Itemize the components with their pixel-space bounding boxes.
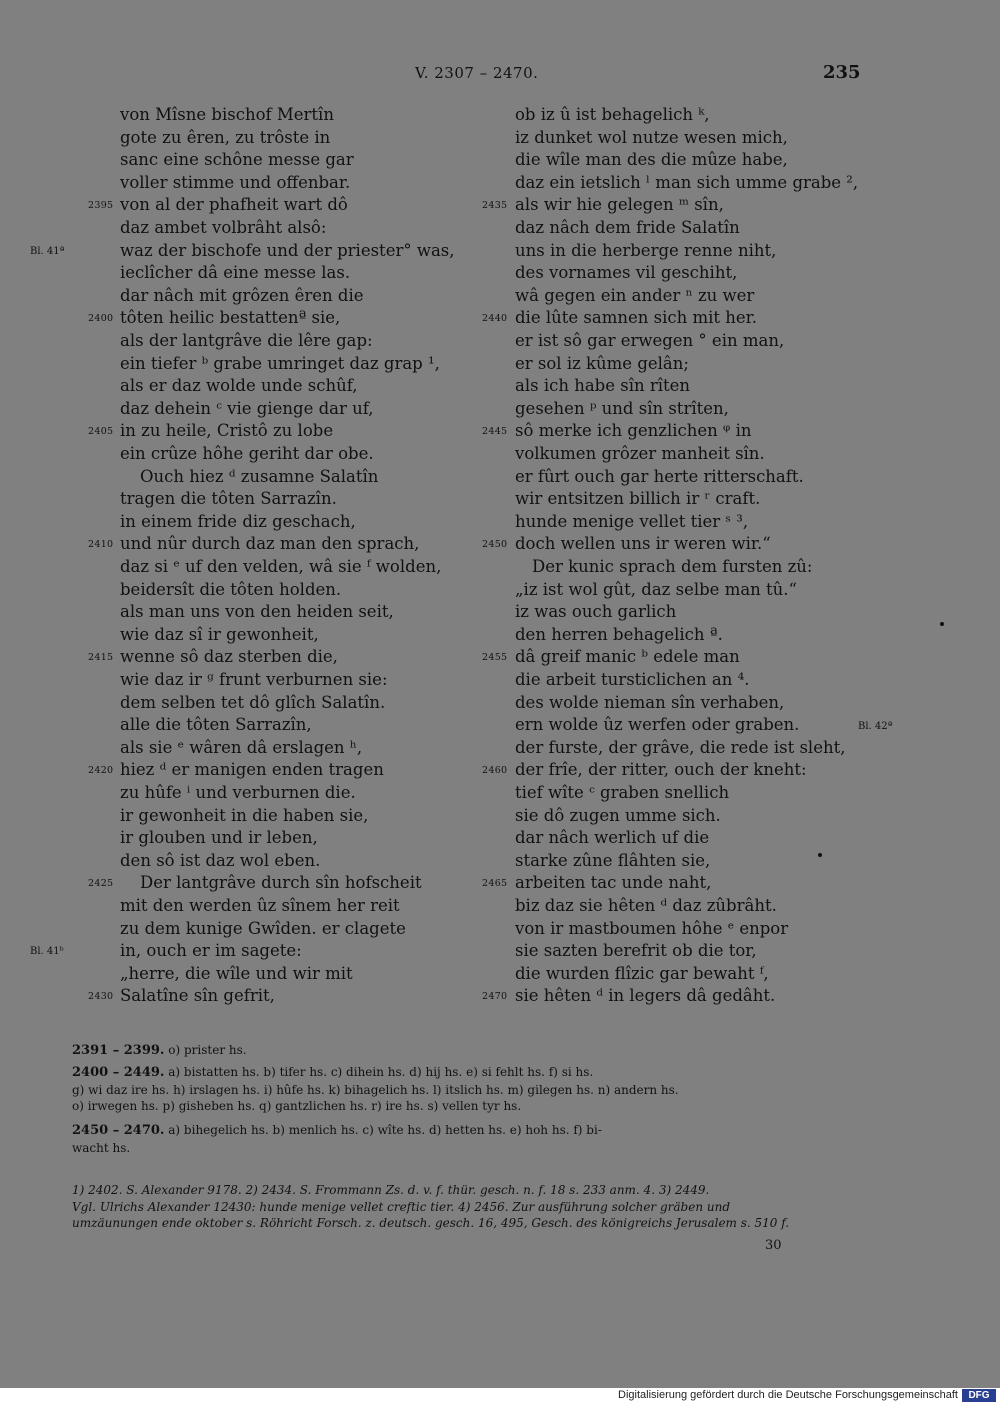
- verse-text: ieclîcher dâ eine messe las.: [120, 263, 351, 283]
- verse-line: [470, 149, 1000, 172]
- verse-text: als wir hie gelegen ᵐ sîn,: [515, 195, 724, 215]
- verse-text: dar nâch werlich uf die: [515, 828, 710, 848]
- verse-text: uns in die herberge renne niht,: [515, 240, 777, 260]
- verse-text: dâ greif manic ᵇ edele man: [515, 647, 740, 667]
- verse-text: ein tiefer ᵇ grabe umringet daz grap ¹,: [120, 353, 440, 373]
- footnotes: [72, 1182, 852, 1232]
- verse-text: Der lantgrâve durch sîn hofscheit: [140, 873, 422, 893]
- verse-text: sie sazten berefrit ob die tor,: [515, 941, 757, 961]
- verse-text: iz was ouch garlich: [515, 602, 677, 622]
- verse-line: [470, 646, 1000, 669]
- apparatus-head: 2450 – 2470.: [72, 1123, 165, 1138]
- line-number: 2435: [482, 200, 508, 212]
- verse-line: [470, 556, 1000, 579]
- verse-line: [470, 805, 1000, 828]
- verse-line: [470, 466, 1000, 489]
- verse-text: tragen die tôten Sarrazîn.: [120, 489, 337, 509]
- verse-line: [0, 240, 470, 263]
- verse-text: als ich habe sîn rîten: [515, 376, 691, 396]
- verse-text: als sie ᵉ wâren dâ erslagen ʰ,: [120, 737, 363, 757]
- verse-line: [0, 285, 470, 308]
- verse-line: [0, 601, 470, 624]
- verse-text: der frîe, der ritter, ouch der kneht:: [515, 760, 807, 780]
- verse-line: [0, 985, 470, 1008]
- verse-text: die lûte samnen sich mit her.: [515, 308, 757, 328]
- credit-bar: [0, 1388, 1000, 1405]
- line-number: 2450: [482, 539, 508, 551]
- page-number: 235: [823, 62, 861, 83]
- verse-line: [470, 307, 1000, 330]
- verse-line: [470, 443, 1000, 466]
- verse-line: [0, 805, 470, 828]
- line-number: 2455: [482, 652, 508, 664]
- line-number: 2425: [88, 878, 114, 890]
- verse-line: [0, 398, 470, 421]
- verse-line: [0, 533, 470, 556]
- verse-line: [0, 963, 470, 986]
- apparatus-text: o) prister hs.: [168, 1043, 247, 1057]
- footnote-line: umzäunungen ende oktober s. Röhricht Forsch. z. deutsch. gesch. 16, 495, Gesch. des königreichs Jerusalem s. 510 f.: [72, 1216, 790, 1230]
- verse-text: die wurden flîzic gar bewaht ᶠ,: [515, 963, 769, 983]
- signature-mark: 30: [765, 1238, 782, 1253]
- verse-line: [0, 782, 470, 805]
- verse-line: [0, 940, 470, 963]
- verse-line: [0, 330, 470, 353]
- verse-text: iz dunket wol nutze wesen mich,: [515, 127, 788, 147]
- verse-text: in zu heile, Cristô zu lobe: [120, 421, 334, 441]
- verse-text: daz nâch dem fride Salatîn: [515, 218, 740, 237]
- verse-line: [0, 127, 470, 150]
- verse-text: doch wellen uns ir weren wir.“: [515, 534, 771, 554]
- verse-text: zu dem kunige Gwîden. er clagete: [120, 918, 406, 938]
- verse-text: von al der phafheit wart dô: [120, 195, 348, 215]
- verse-line: [470, 172, 1000, 195]
- verse-text: wir entsitzen billich ir ʳ craft.: [515, 489, 761, 509]
- verse-line: [470, 872, 1000, 895]
- line-number: 2395: [88, 200, 114, 212]
- verse-line: [470, 104, 1000, 127]
- verse-text: wenne sô daz sterben die,: [120, 647, 338, 667]
- verse-line: [0, 375, 470, 398]
- verse-text: voller stimme und offenbar.: [120, 172, 351, 192]
- verse-line: [0, 872, 470, 895]
- verse-text: den herren behagelich ª.: [515, 624, 723, 644]
- verse-text: dar nâch mit grôzen êren die: [120, 285, 364, 305]
- footnote-line: 1) 2402. S. Alexander 9178. 2) 2434. S. Frommann Zs. d. v. f. thür. gesch. n. f. 18 s. 233 anm. 4. 3) 2449.: [72, 1183, 710, 1197]
- verse-line: [0, 692, 470, 715]
- verse-text: daz dehein ᶜ vie gienge dar uf,: [120, 398, 374, 418]
- verse-line: [0, 194, 470, 217]
- verse-text: sanc eine schône messe gar: [120, 150, 354, 170]
- verse-line: [0, 443, 470, 466]
- verse-line: [470, 601, 1000, 624]
- verse-text: hiez ᵈ er manigen enden tragen: [120, 760, 384, 780]
- running-title: V. 2307 – 2470.: [415, 64, 539, 82]
- line-number: 2400: [88, 313, 114, 325]
- verse-line: [470, 714, 1000, 737]
- verse-text: er ist sô gar erwegen ° ein man,: [515, 331, 785, 350]
- verse-text: starke zûne flâhten sie,: [515, 850, 711, 870]
- verse-text: ir glouben und ir leben,: [120, 828, 318, 848]
- folio-note-41a: Bl. 41ª: [30, 246, 65, 257]
- verse-line: [0, 466, 470, 489]
- critical-apparatus-3: [72, 1122, 852, 1156]
- verse-line: [0, 353, 470, 376]
- verse-text: waz der bischofe und der priester° was,: [120, 240, 455, 260]
- apparatus-text: g) wi daz ire hs. h) irslagen hs. i) hûfe hs. k) bihagelich hs. l) itslich hs. m) gilegen hs. n) andern hs.: [72, 1082, 679, 1097]
- verse-line: [470, 850, 1000, 873]
- line-number: 2445: [482, 426, 508, 438]
- verse-text: daz si ᵉ uf den velden, wâ sie ᶠ wolden,: [120, 557, 442, 576]
- verse-line: [0, 262, 470, 285]
- verse-text: ob iz û ist behagelich ᵏ,: [515, 105, 710, 124]
- verse-line: [0, 918, 470, 941]
- verse-line: [470, 895, 1000, 918]
- verse-text: alle die tôten Sarrazîn,: [120, 715, 312, 735]
- verse-text: in, ouch er im sagete:: [120, 941, 302, 961]
- verse-line: [470, 262, 1000, 285]
- line-number: 2460: [482, 765, 508, 777]
- verse-text: „herre, die wîle und wir mit: [120, 963, 353, 983]
- verse-line: [0, 149, 470, 172]
- verse-line: [0, 737, 470, 760]
- verse-line: [470, 533, 1000, 556]
- verse-line: [0, 511, 470, 534]
- line-number: 2420: [88, 765, 114, 777]
- verse-text: hunde menige vellet tier ˢ ³,: [515, 511, 749, 531]
- critical-apparatus-1: [72, 1042, 852, 1060]
- verse-line: [0, 895, 470, 918]
- apparatus-text: o) irwegen hs. p) gisheben hs. q) gantzlichen hs. r) ire hs. s) vellen tyr hs.: [72, 1099, 522, 1113]
- verse-line: [0, 579, 470, 602]
- verse-text: tôten heilic bestattenª sie,: [120, 308, 341, 328]
- apparatus-head: 2400 – 2449.: [72, 1065, 165, 1080]
- verse-text: ir gewonheit in die haben sie,: [120, 805, 369, 825]
- verse-line: [470, 398, 1000, 421]
- verse-text: zu hûfe ⁱ und verburnen die.: [120, 783, 356, 802]
- verse-line: [470, 511, 1000, 534]
- verse-line: [0, 646, 470, 669]
- line-number: 2465: [482, 878, 508, 890]
- verse-line: [470, 353, 1000, 376]
- verse-line: [0, 714, 470, 737]
- verse-line: [470, 217, 1000, 240]
- verse-line: [470, 240, 1000, 263]
- verse-text: von ir mastboumen hôhe ᵉ enpor: [515, 918, 789, 938]
- line-number: 2410: [88, 539, 114, 551]
- verse-text: daz ein ietslich ˡ man sich umme grabe ²,: [515, 172, 859, 192]
- verse-line: [470, 488, 1000, 511]
- verse-line: [470, 579, 1000, 602]
- folio-note-42a: Bl. 42ª: [858, 721, 893, 732]
- verse-line: [470, 827, 1000, 850]
- verse-text: als er daz wolde unde schûf,: [120, 376, 358, 396]
- verse-text: sie dô zugen umme sich.: [515, 805, 721, 825]
- verse-text: arbeiten tac unde naht,: [515, 873, 712, 893]
- line-number: 2430: [88, 991, 114, 1003]
- verse-text: den sô ist daz wol eben.: [120, 850, 321, 870]
- dfg-logo: DFG: [962, 1389, 996, 1402]
- dfg-credit: Digitalisierung gefördert durch die Deutsche Forschungsgemeinschaft: [618, 1389, 958, 1401]
- verse-text: mit den werden ûz sînem her reit: [120, 896, 400, 915]
- line-number: 2415: [88, 652, 114, 664]
- verse-line: [470, 420, 1000, 443]
- verse-text: die arbeit tursticlichen an ⁴.: [515, 670, 750, 689]
- verse-line: [470, 330, 1000, 353]
- line-number: 2405: [88, 426, 114, 438]
- verse-text: tief wîte ᶜ graben snellich: [515, 783, 730, 802]
- speck-mark: [818, 853, 822, 857]
- verse-line: [0, 556, 470, 579]
- line-number: 2470: [482, 991, 508, 1003]
- verse-text: wâ gegen ein ander ⁿ zu wer: [515, 285, 755, 305]
- verse-text: wie daz ir ᵍ frunt verburnen sie:: [120, 670, 388, 689]
- verse-text: die wîle man des die mûze habe,: [515, 150, 788, 170]
- verse-line: [470, 940, 1000, 963]
- apparatus-head: 2391 – 2399.: [72, 1043, 165, 1058]
- apparatus-text: wacht hs.: [72, 1140, 131, 1155]
- verse-line: [470, 759, 1000, 782]
- verse-text: Der kunic sprach dem fursten zû:: [532, 557, 813, 576]
- verse-line: [0, 759, 470, 782]
- verse-text: „iz ist wol gût, daz selbe man tû.“: [515, 579, 797, 599]
- critical-apparatus-2: [72, 1064, 852, 1115]
- verse-text: er fûrt ouch gar herte ritterschaft.: [515, 466, 804, 486]
- verse-text: von Mîsne bischof Mertîn: [120, 105, 334, 124]
- verse-text: wie daz sî ir gewonheit,: [120, 624, 319, 644]
- verse-text: des vornames vil geschiht,: [515, 263, 738, 283]
- verse-text: er sol iz kûme gelân;: [515, 353, 689, 373]
- verse-text: beidersît die tôten holden.: [120, 579, 342, 599]
- verse-text: dem selben tet dô glîch Salatîn.: [120, 692, 386, 712]
- verse-text: biz daz sie hêten ᵈ daz zûbrâht.: [515, 896, 777, 915]
- verse-line: [0, 669, 470, 692]
- verse-line: [0, 488, 470, 511]
- verse-line: [470, 194, 1000, 217]
- verse-line: [470, 963, 1000, 986]
- apparatus-text: a) bistatten hs. b) tifer hs. c) dihein hs. d) hij hs. e) si fehlt hs. f) si hs.: [168, 1065, 594, 1079]
- line-number: 2440: [482, 313, 508, 325]
- footnote-line: Vgl. Ulrichs Alexander 12430: hunde menige vellet creftic tier. 4) 2456. Zur ausführung solcher gräben und: [72, 1199, 731, 1214]
- verse-line: [470, 669, 1000, 692]
- verse-text: ern wolde ûz werfen oder graben.: [515, 715, 800, 735]
- verse-line: [0, 217, 470, 240]
- verse-line: [0, 307, 470, 330]
- verse-text: sie hêten ᵈ in legers dâ gedâht.: [515, 986, 776, 1006]
- verse-text: sô merke ich genzlichen ᵠ in: [515, 421, 752, 441]
- verse-line: [470, 782, 1000, 805]
- folio-note-41b: Bl. 41ᵇ: [30, 946, 64, 957]
- verse-line: [470, 737, 1000, 760]
- verse-line: [0, 104, 470, 127]
- verse-text: des wolde nieman sîn verhaben,: [515, 692, 785, 712]
- verse-text: volkumen grôzer manheit sîn.: [515, 444, 765, 463]
- verse-line: [470, 624, 1000, 647]
- verse-line: [470, 692, 1000, 715]
- verse-text: gote zu êren, zu trôste in: [120, 127, 331, 147]
- verse-line: [0, 827, 470, 850]
- verse-line: [470, 127, 1000, 150]
- verse-text: als man uns von den heiden seit,: [120, 602, 394, 622]
- verse-line: [0, 624, 470, 647]
- verse-text: gesehen ᵖ und sîn strîten,: [515, 398, 729, 418]
- verse-line: [0, 172, 470, 195]
- verse-text: und nûr durch daz man den sprach,: [120, 534, 420, 554]
- verse-text: ein crûze hôhe geriht dar obe.: [120, 444, 374, 463]
- speck-mark: [940, 622, 944, 626]
- verse-line: [0, 850, 470, 873]
- verse-line: [470, 375, 1000, 398]
- apparatus-text: a) bihegelich hs. b) menlich hs. c) wîte hs. d) hetten hs. e) hoh hs. f) bi-: [168, 1123, 602, 1137]
- verse-text: in einem fride diz geschach,: [120, 511, 356, 531]
- verse-line: [470, 985, 1000, 1008]
- verse-text: als der lantgrâve die lêre gap:: [120, 331, 373, 350]
- verse-text: der furste, der grâve, die rede ist sleht,: [515, 737, 846, 757]
- verse-line: [0, 420, 470, 443]
- page-header: [0, 64, 1000, 88]
- verse-line: [470, 918, 1000, 941]
- verse-text: daz ambet volbrâht alsô:: [120, 218, 327, 237]
- verse-line: [470, 285, 1000, 308]
- verse-text: Ouch hiez ᵈ zusamne Salatîn: [140, 466, 379, 486]
- verse-text: Salatîne sîn gefrit,: [120, 986, 275, 1006]
